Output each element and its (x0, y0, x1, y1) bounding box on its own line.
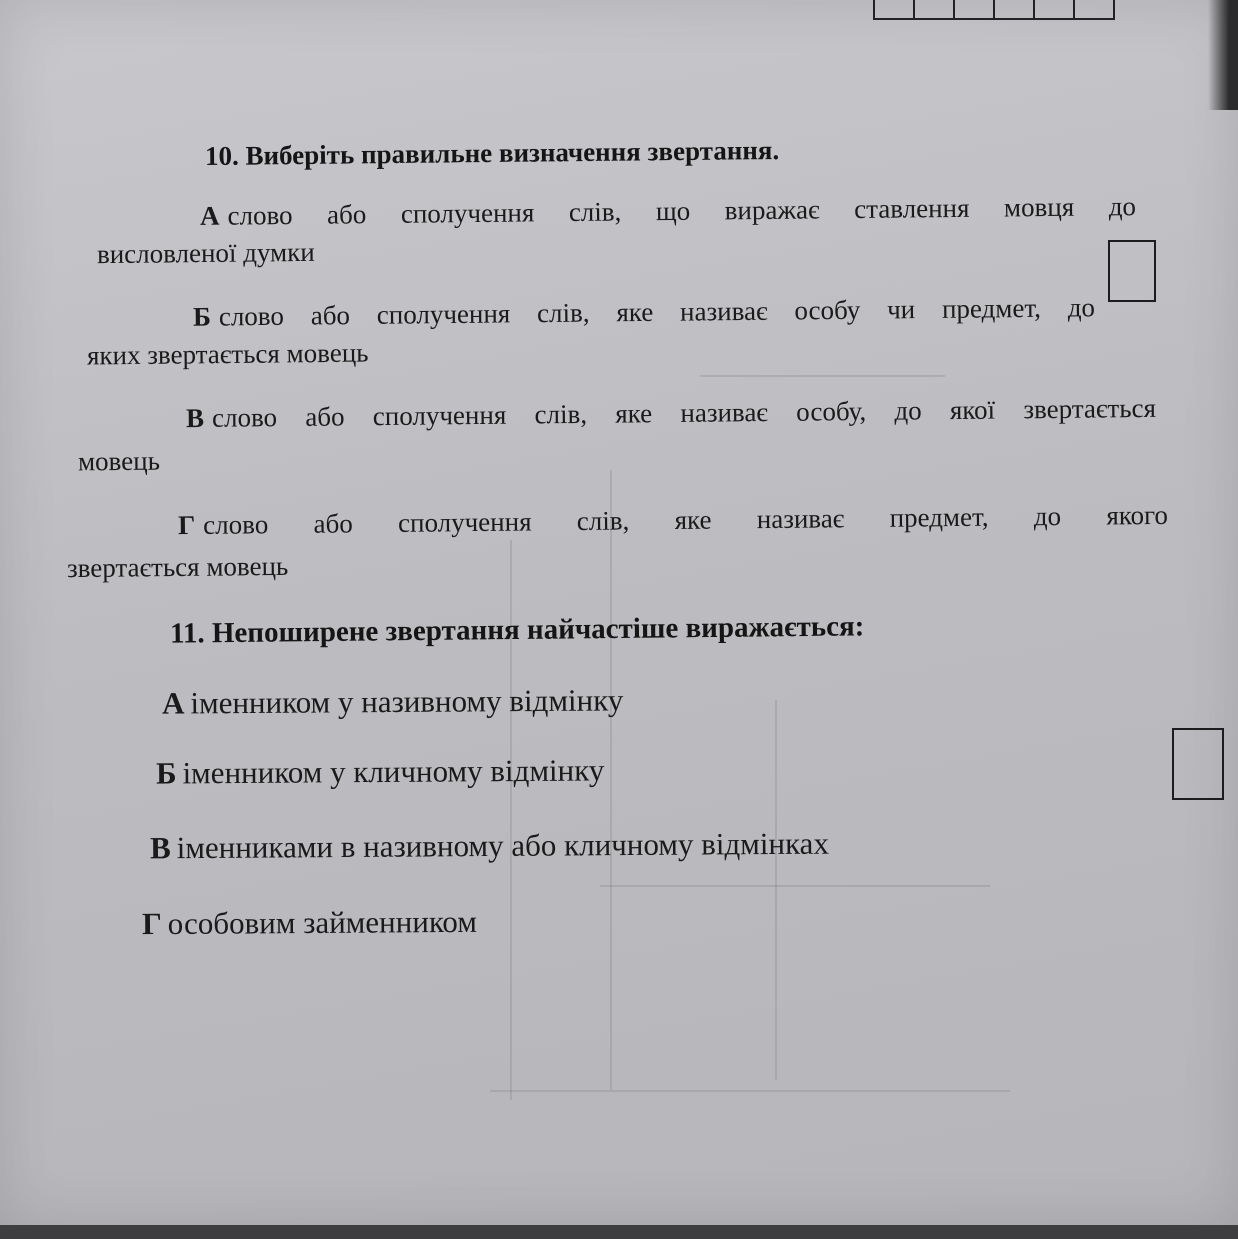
q10-option-b-continuation: яких звертається мовець (86, 337, 369, 371)
answer-box-q11[interactable] (1172, 728, 1224, 800)
option-letter: В (149, 830, 171, 866)
background-edge (0, 1225, 1238, 1239)
option-text: іменником у кличному відмінку (182, 752, 605, 791)
q10-option-b (193, 292, 1095, 332)
option-letter: А (161, 685, 185, 721)
q10-option-c (186, 393, 1156, 434)
q11-option-b (156, 752, 605, 791)
q10-option-d-continuation: звертається мовець (66, 550, 289, 584)
option-text: слово або сполучення слів, яке називає особу, до якої звертається (211, 392, 1157, 433)
option-letter: Г (177, 510, 196, 541)
q10-option-c-continuation: мовець (77, 445, 161, 477)
answer-box-q10[interactable] (1108, 240, 1156, 302)
option-letter: Б (192, 301, 212, 332)
option-text: слово або сполучення слів, що виражає ставлення мовця до (227, 191, 1137, 231)
option-text: особовим займенником (167, 903, 478, 941)
answer-grid-top (875, 0, 1115, 20)
question-11-title: 11. Непоширене звертання найчастіше виражається: (169, 610, 865, 650)
option-text: іменниками в називному або кличному відмінках (176, 825, 830, 866)
answer-grid-cell (873, 0, 915, 20)
answer-grid-cell (953, 0, 995, 20)
option-letter: В (185, 402, 205, 434)
option-letter: Г (141, 906, 162, 942)
option-letter: А (199, 200, 220, 231)
answer-grid-cell (1033, 0, 1075, 20)
bleed-line (610, 470, 612, 1090)
option-text: іменником у називному відмінку (190, 682, 624, 721)
q10-option-d (178, 500, 1168, 541)
option-text: слово або сполучення слів, яке називає предмет, до якого (203, 499, 1169, 540)
answer-grid-cell (993, 0, 1035, 20)
q11-option-a (162, 682, 624, 721)
background-edge (1208, 0, 1238, 110)
bleed-line (775, 700, 777, 1080)
option-text: слово або сполучення слів, яке називає особу чи предмет, до (218, 292, 1096, 332)
answer-grid-cell (913, 0, 955, 20)
bleed-line (700, 375, 945, 377)
q10-option-a (200, 191, 1136, 232)
option-letter: Б (155, 755, 177, 791)
bleed-line (490, 1090, 1010, 1092)
bleed-line (600, 885, 990, 887)
q10-option-a-continuation: висловленої думки (96, 236, 315, 270)
q11-option-d (142, 904, 477, 942)
q11-option-c (150, 826, 829, 867)
question-10-title: 10. Виберіть правильне визначення звертання. (204, 134, 780, 172)
answer-grid-cell (1073, 0, 1115, 20)
